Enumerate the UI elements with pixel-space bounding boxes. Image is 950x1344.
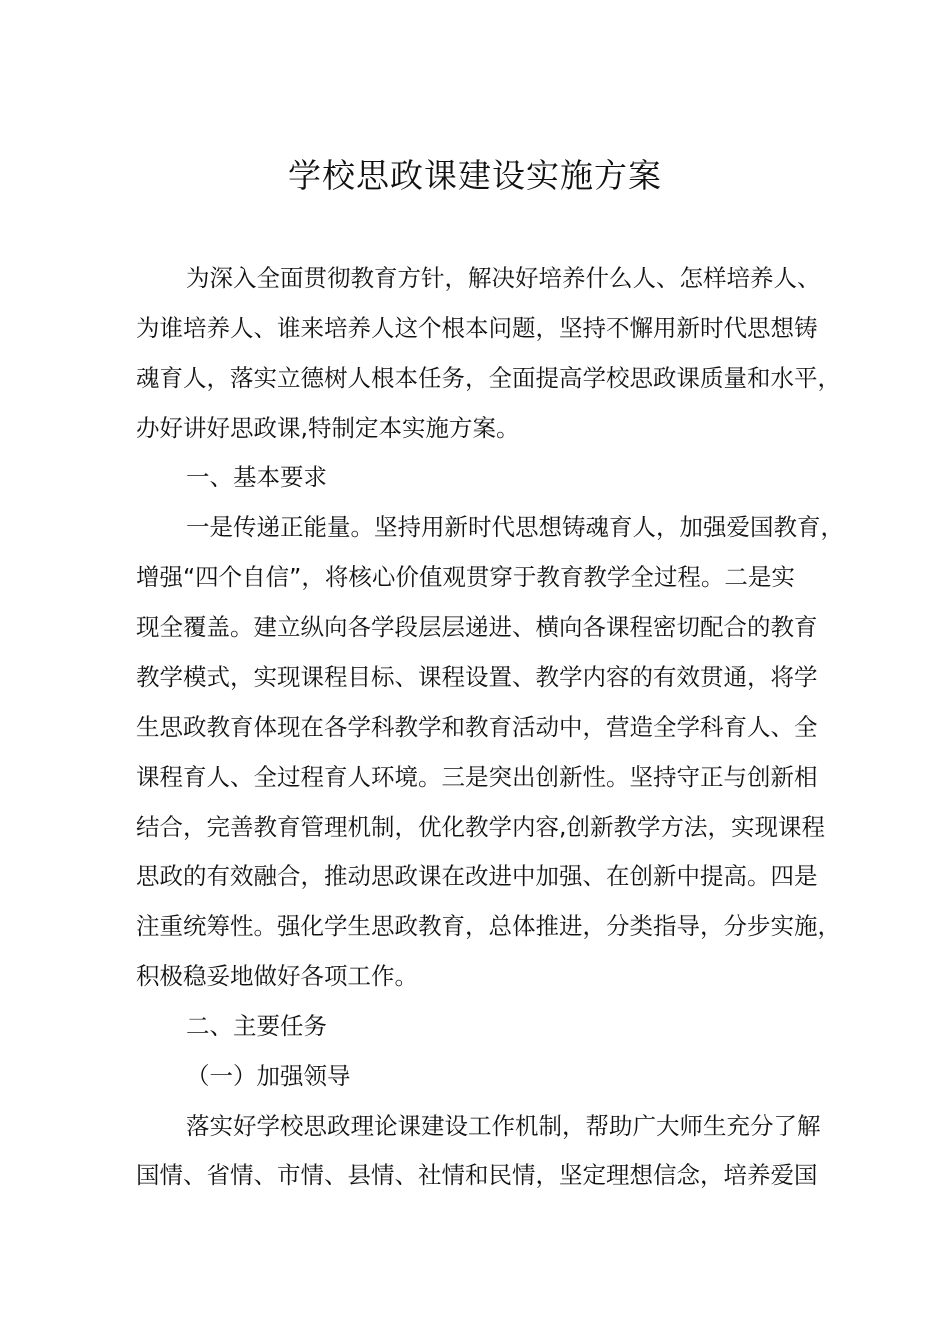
paragraph-line: 思政的有效融合，推动思政课在改进中加强、在创新中提高。四是 — [136, 862, 818, 890]
paragraph-line: 现全覆盖。建立纵向各学段层层递进、横向各课程密切配合的教育 — [136, 613, 818, 641]
paragraph-line: 一是传递正能量。坚持用新时代思想铸魂育人，加强爱国教育， — [186, 513, 844, 541]
paragraph-line: 课程育人、全过程育人环境。三是突出创新性。坚持守正与创新相 — [136, 763, 818, 791]
paragraph-line: 魂育人，落实立德树人根本任务，全面提高学校思政课质量和水平， — [136, 364, 841, 392]
paragraph-line: 办好讲好思政课,特制定本实施方案。 — [136, 414, 520, 442]
document-title: 学校思政课建设实施方案 — [288, 156, 662, 195]
paragraph-line: 为谁培养人、谁来培养人这个根本问题，坚持不懈用新时代思想铸 — [136, 314, 818, 342]
paragraph-line: 落实好学校思政理论课建设工作机制，帮助广大师生充分了解 — [186, 1112, 821, 1140]
paragraph-line: 国情、省情、市情、县情、社情和民情，坚定理想信念，培养爱国 — [136, 1161, 818, 1189]
paragraph-line: 为深入全面贯彻教育方针，解决好培养什么人、怎样培养人、 — [186, 264, 821, 292]
paragraph-line: 增强“四个自信”，将核心价值观贯穿于教育教学全过程。二是实 — [136, 563, 795, 591]
paragraph-line: 结合，完善教育管理机制，优化教学内容,创新教学方法，实现课程 — [136, 813, 825, 841]
paragraph-line: 生思政教育体现在各学科教学和教育活动中，营造全学科育人、全 — [136, 713, 818, 741]
paragraph-line: 积极稳妥地做好各项工作。 — [136, 962, 418, 990]
paragraph-line: 注重统筹性。强化学生思政教育，总体推进，分类指导，分步实施， — [136, 912, 841, 940]
section-heading-main-tasks: 二、主要任务 — [186, 1012, 327, 1040]
subsection-heading-leadership: （一）加强领导 — [186, 1062, 351, 1090]
paragraph-line: 教学模式，实现课程目标、课程设置、教学内容的有效贯通，将学 — [136, 663, 818, 691]
section-heading-basic-requirements: 一、基本要求 — [186, 463, 327, 491]
